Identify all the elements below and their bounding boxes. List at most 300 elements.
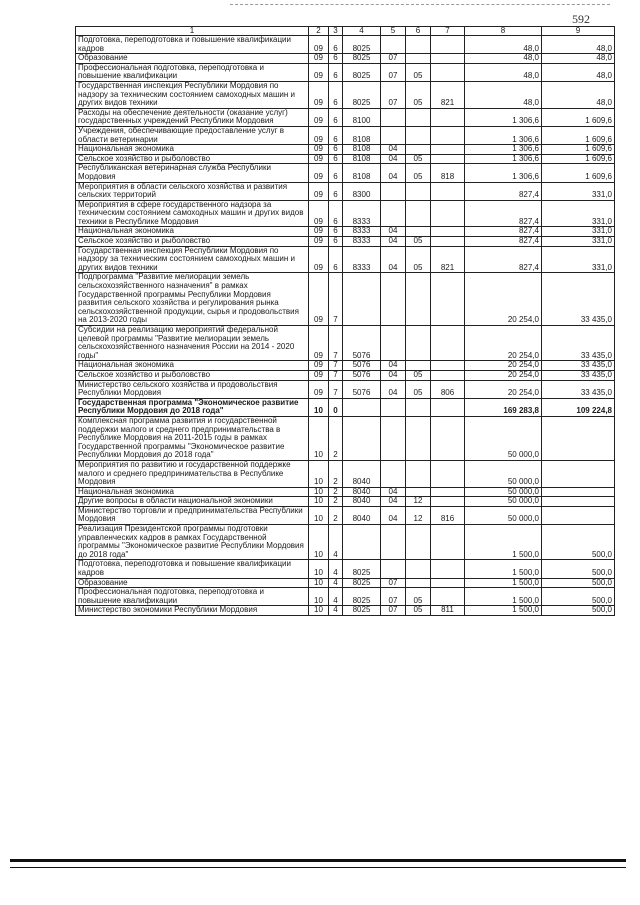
budget-table (75, 26, 615, 616)
table-body (76, 36, 615, 616)
cell-col-6 (406, 126, 431, 144)
cell-col-2: 09 (309, 273, 329, 326)
cell-col-5: 04 (381, 227, 406, 237)
cell-col-8: 1 306,6 (465, 154, 542, 164)
cell-col-8: 20 254,0 (465, 326, 542, 361)
cell-col-6 (406, 200, 431, 227)
cell-col-6 (406, 416, 431, 460)
cell-name: Реализация Президентской программы подготовки управленческих кадров в рамках Государственной программы "Экономическое развитие Республики Мордовия до 2018 года" (76, 525, 309, 560)
header-col-1: 1 (76, 27, 309, 36)
cell-col-7 (431, 154, 465, 164)
cell-col-3: 6 (329, 154, 343, 164)
header-col-2: 2 (309, 27, 329, 36)
cell-col-7: 806 (431, 380, 465, 398)
cell-name: Комплексная программа развития и государственной поддержки малого и среднего предпринимательства в Республике Мордовия на 2011-2015 годы в рамках Государственной программы "Экономическое развитие Республики Мордовия до 2018 года" (76, 416, 309, 460)
cell-col-2: 10 (309, 416, 329, 460)
cell-col-8: 50 000,0 (465, 506, 542, 524)
cell-col-4: 5076 (343, 326, 381, 361)
header-col-4: 4 (343, 27, 381, 36)
cell-col-6 (406, 361, 431, 371)
table-row (76, 145, 615, 155)
cell-col-2: 09 (309, 361, 329, 371)
cell-col-5 (381, 200, 406, 227)
cell-col-5: 04 (381, 361, 406, 371)
cell-col-3: 2 (329, 506, 343, 524)
cell-col-7 (431, 273, 465, 326)
cell-col-5: 07 (381, 81, 406, 108)
cell-col-2: 10 (309, 506, 329, 524)
cell-col-2: 09 (309, 164, 329, 182)
cell-col-2: 09 (309, 370, 329, 380)
cell-name: Мероприятия по развитию и государственной поддержке малого и среднего предпринимательства в Республике Мордовия (76, 460, 309, 487)
cell-col-2: 09 (309, 182, 329, 200)
cell-col-4 (343, 416, 381, 460)
cell-col-9: 331,0 (542, 246, 615, 273)
cell-col-3: 6 (329, 200, 343, 227)
cell-col-4: 8333 (343, 246, 381, 273)
cell-col-7: 818 (431, 164, 465, 182)
cell-col-7 (431, 108, 465, 126)
cell-col-6: 05 (406, 63, 431, 81)
cell-col-3: 6 (329, 108, 343, 126)
table-row (76, 154, 615, 164)
cell-col-7: 816 (431, 506, 465, 524)
cell-col-4: 8025 (343, 54, 381, 64)
cell-col-6: 12 (406, 506, 431, 524)
cell-col-5 (381, 273, 406, 326)
cell-col-5 (381, 460, 406, 487)
cell-col-7: 811 (431, 606, 465, 616)
cell-col-8: 1 500,0 (465, 560, 542, 578)
top-border-mark (230, 4, 610, 5)
cell-col-9 (542, 460, 615, 487)
cell-col-3: 6 (329, 36, 343, 54)
cell-col-7 (431, 126, 465, 144)
cell-col-5: 07 (381, 588, 406, 606)
cell-col-8: 1 500,0 (465, 525, 542, 560)
cell-col-8: 827,4 (465, 200, 542, 227)
cell-col-2: 09 (309, 108, 329, 126)
cell-col-3: 7 (329, 326, 343, 361)
cell-name: Министерство торговли и предпринимательства Республики Мордовия (76, 506, 309, 524)
cell-col-7 (431, 36, 465, 54)
cell-col-2: 10 (309, 560, 329, 578)
cell-col-3: 6 (329, 227, 343, 237)
cell-col-4: 8040 (343, 460, 381, 487)
cell-col-5 (381, 108, 406, 126)
cell-col-2: 09 (309, 200, 329, 227)
cell-col-2: 10 (309, 606, 329, 616)
cell-col-8: 1 306,6 (465, 126, 542, 144)
cell-col-9: 33 435,0 (542, 273, 615, 326)
footer-rule-thick (10, 859, 626, 862)
cell-col-2: 10 (309, 497, 329, 507)
cell-col-3: 7 (329, 370, 343, 380)
table-row (76, 182, 615, 200)
cell-col-8: 20 254,0 (465, 380, 542, 398)
header-col-9: 9 (542, 27, 615, 36)
cell-col-8: 48,0 (465, 36, 542, 54)
cell-col-5: 04 (381, 497, 406, 507)
cell-col-8: 1 500,0 (465, 588, 542, 606)
cell-col-4: 8333 (343, 227, 381, 237)
cell-col-9: 331,0 (542, 182, 615, 200)
cell-col-8: 20 254,0 (465, 273, 542, 326)
cell-name: Национальная экономика (76, 487, 309, 497)
cell-col-5: 07 (381, 606, 406, 616)
cell-col-3: 4 (329, 606, 343, 616)
cell-name: Другие вопросы в области национальной экономики (76, 497, 309, 507)
cell-col-8: 50 000,0 (465, 497, 542, 507)
cell-col-6 (406, 54, 431, 64)
cell-col-8: 1 500,0 (465, 578, 542, 588)
cell-col-8: 1 306,6 (465, 164, 542, 182)
cell-col-7 (431, 416, 465, 460)
cell-col-9: 1 609,6 (542, 145, 615, 155)
cell-name: Государственная инспекция Республики Мордовия по надзору за техническим состоянием самоходных машин и других видов техники (76, 81, 309, 108)
cell-name: Подготовка, переподготовка и повышение квалификации кадров (76, 36, 309, 54)
cell-col-3: 4 (329, 588, 343, 606)
cell-name: Сельское хозяйство и рыболовство (76, 154, 309, 164)
cell-col-8: 169 283,8 (465, 398, 542, 416)
cell-col-5 (381, 560, 406, 578)
cell-col-4: 8100 (343, 108, 381, 126)
cell-col-8: 1 306,6 (465, 108, 542, 126)
cell-name: Государственная программа "Экономическое развитие Республики Мордовия до 2018 года" (76, 398, 309, 416)
cell-col-9: 1 609,6 (542, 164, 615, 182)
cell-name: Государственная инспекция Республики Мордовия по надзору за техническим состоянием самоходных машин и других видов техники (76, 246, 309, 273)
cell-name: Национальная экономика (76, 227, 309, 237)
cell-col-5: 07 (381, 54, 406, 64)
cell-col-2: 10 (309, 578, 329, 588)
cell-col-6 (406, 326, 431, 361)
cell-col-9: 500,0 (542, 560, 615, 578)
cell-name: Профессиональная подготовка, переподготовка и повышение квалификации (76, 588, 309, 606)
table-row (76, 246, 615, 273)
cell-col-2: 10 (309, 487, 329, 497)
cell-col-2: 09 (309, 237, 329, 247)
cell-col-7 (431, 560, 465, 578)
cell-col-3: 6 (329, 145, 343, 155)
cell-col-8: 827,4 (465, 182, 542, 200)
cell-col-5: 04 (381, 380, 406, 398)
cell-name: Образование (76, 578, 309, 588)
cell-col-5: 04 (381, 487, 406, 497)
table-row (76, 506, 615, 524)
cell-col-4: 8040 (343, 497, 381, 507)
cell-col-9: 33 435,0 (542, 326, 615, 361)
cell-name: Сельское хозяйство и рыболовство (76, 370, 309, 380)
cell-col-2: 09 (309, 380, 329, 398)
cell-col-9: 1 609,6 (542, 126, 615, 144)
cell-col-6 (406, 182, 431, 200)
page-number: 592 (572, 12, 590, 26)
cell-col-7 (431, 588, 465, 606)
header-col-5: 5 (381, 27, 406, 36)
cell-name: Министерство экономики Республики Мордовия (76, 606, 309, 616)
cell-col-6 (406, 36, 431, 54)
cell-col-3: 6 (329, 63, 343, 81)
cell-col-9: 48,0 (542, 63, 615, 81)
cell-col-7 (431, 361, 465, 371)
cell-col-6 (406, 525, 431, 560)
cell-name: Подпрограмма "Развитие мелиорации земель сельскохозяйственного назначения" в рамках Государственной программы Республики Мордовия развития сельского хозяйства и регулирования рынка сельскохозяйственной продукции, сырья и продовольствия на 2013-2020 годы (76, 273, 309, 326)
cell-col-2: 09 (309, 246, 329, 273)
cell-name: Мероприятия в области сельского хозяйства и развития сельских территорий (76, 182, 309, 200)
cell-col-9: 500,0 (542, 606, 615, 616)
cell-col-6 (406, 145, 431, 155)
cell-col-6: 05 (406, 588, 431, 606)
cell-name: Подготовка, переподготовка и повышение квалификации кадров (76, 560, 309, 578)
cell-col-8: 827,4 (465, 227, 542, 237)
cell-col-5 (381, 36, 406, 54)
cell-col-9: 33 435,0 (542, 380, 615, 398)
cell-col-5: 04 (381, 154, 406, 164)
table-row (76, 326, 615, 361)
table-row (76, 460, 615, 487)
cell-col-6: 05 (406, 370, 431, 380)
cell-col-7 (431, 182, 465, 200)
cell-col-7 (431, 63, 465, 81)
table-row (76, 200, 615, 227)
cell-col-6: 05 (406, 246, 431, 273)
cell-col-5 (381, 525, 406, 560)
cell-col-5: 04 (381, 164, 406, 182)
cell-col-6 (406, 460, 431, 487)
cell-col-5 (381, 398, 406, 416)
cell-col-9: 500,0 (542, 578, 615, 588)
cell-col-3: 7 (329, 273, 343, 326)
cell-col-3: 2 (329, 460, 343, 487)
cell-col-7: 821 (431, 246, 465, 273)
cell-col-4: 8025 (343, 588, 381, 606)
cell-col-4 (343, 273, 381, 326)
cell-col-3: 6 (329, 81, 343, 108)
table-row (76, 525, 615, 560)
cell-col-8: 48,0 (465, 81, 542, 108)
cell-col-3: 0 (329, 398, 343, 416)
cell-col-7 (431, 398, 465, 416)
cell-col-8: 1 500,0 (465, 606, 542, 616)
table-row (76, 606, 615, 616)
cell-col-7 (431, 200, 465, 227)
cell-col-4: 8333 (343, 200, 381, 227)
cell-col-3: 7 (329, 380, 343, 398)
table-row (76, 578, 615, 588)
cell-col-7 (431, 370, 465, 380)
cell-col-6: 05 (406, 237, 431, 247)
cell-col-2: 09 (309, 126, 329, 144)
cell-name: Мероприятия в сфере государственного надзора за техническим состоянием самоходных машин и других видов техники в Республике Мордовия (76, 200, 309, 227)
cell-name: Национальная экономика (76, 145, 309, 155)
table-row (76, 108, 615, 126)
cell-col-3: 6 (329, 126, 343, 144)
cell-col-7 (431, 227, 465, 237)
cell-col-6: 05 (406, 81, 431, 108)
cell-col-8: 48,0 (465, 63, 542, 81)
cell-col-5: 04 (381, 145, 406, 155)
cell-col-6: 05 (406, 606, 431, 616)
table-row (76, 126, 615, 144)
table-row (76, 398, 615, 416)
cell-col-9: 500,0 (542, 525, 615, 560)
cell-col-9: 331,0 (542, 227, 615, 237)
cell-col-7 (431, 525, 465, 560)
cell-col-9: 331,0 (542, 237, 615, 247)
cell-col-3: 6 (329, 246, 343, 273)
cell-col-8: 48,0 (465, 54, 542, 64)
cell-name: Образование (76, 54, 309, 64)
cell-col-4 (343, 398, 381, 416)
table-row (76, 227, 615, 237)
table-row (76, 81, 615, 108)
cell-col-3: 2 (329, 416, 343, 460)
cell-col-9: 48,0 (542, 81, 615, 108)
cell-col-5 (381, 182, 406, 200)
cell-col-2: 09 (309, 227, 329, 237)
table-row (76, 54, 615, 64)
cell-col-9: 33 435,0 (542, 361, 615, 371)
cell-col-5: 04 (381, 246, 406, 273)
cell-col-7 (431, 326, 465, 361)
cell-col-3: 2 (329, 487, 343, 497)
cell-col-9 (542, 506, 615, 524)
cell-col-2: 09 (309, 63, 329, 81)
cell-col-9: 33 435,0 (542, 370, 615, 380)
cell-col-4: 8108 (343, 126, 381, 144)
cell-name: Расходы на обеспечение деятельности (оказание услуг) государственных учреждений Республики Мордовия (76, 108, 309, 126)
cell-col-7: 821 (431, 81, 465, 108)
cell-col-4: 8025 (343, 36, 381, 54)
cell-col-8: 50 000,0 (465, 460, 542, 487)
cell-col-7 (431, 497, 465, 507)
cell-col-3: 6 (329, 164, 343, 182)
cell-col-4: 8108 (343, 145, 381, 155)
cell-name: Республиканская ветеринарная служба Республики Мордовия (76, 164, 309, 182)
cell-col-2: 09 (309, 54, 329, 64)
cell-col-4: 5076 (343, 380, 381, 398)
cell-col-5: 04 (381, 370, 406, 380)
cell-col-8: 1 306,6 (465, 145, 542, 155)
footer-rule-thin (10, 867, 626, 868)
cell-col-6 (406, 560, 431, 578)
cell-col-7 (431, 237, 465, 247)
cell-name: Учреждения, обеспечивающие предоставление услуг в области ветеринарии (76, 126, 309, 144)
table-row (76, 487, 615, 497)
cell-name: Министерство сельского хозяйства и продовольствия Республики Мордовия (76, 380, 309, 398)
cell-col-3: 6 (329, 237, 343, 247)
cell-col-7 (431, 145, 465, 155)
cell-col-2: 09 (309, 36, 329, 54)
table-row (76, 63, 615, 81)
cell-col-4: 8333 (343, 237, 381, 247)
cell-col-3: 4 (329, 560, 343, 578)
cell-col-4: 8108 (343, 154, 381, 164)
table-row (76, 560, 615, 578)
cell-col-5 (381, 416, 406, 460)
cell-col-3: 7 (329, 361, 343, 371)
cell-col-9: 48,0 (542, 54, 615, 64)
cell-col-7 (431, 460, 465, 487)
cell-col-8: 50 000,0 (465, 487, 542, 497)
cell-col-4: 8025 (343, 578, 381, 588)
cell-col-6 (406, 108, 431, 126)
cell-col-9 (542, 487, 615, 497)
cell-col-4: 8025 (343, 560, 381, 578)
cell-col-7 (431, 54, 465, 64)
table-row (76, 237, 615, 247)
cell-col-9: 48,0 (542, 36, 615, 54)
cell-col-7 (431, 487, 465, 497)
cell-col-4: 8040 (343, 487, 381, 497)
cell-col-5: 07 (381, 63, 406, 81)
cell-col-2: 09 (309, 326, 329, 361)
cell-col-9: 1 609,6 (542, 154, 615, 164)
cell-col-8: 50 000,0 (465, 416, 542, 460)
cell-col-4: 8025 (343, 63, 381, 81)
header-col-8: 8 (465, 27, 542, 36)
cell-col-4: 8025 (343, 81, 381, 108)
cell-name: Сельское хозяйство и рыболовство (76, 237, 309, 247)
cell-col-9: 500,0 (542, 588, 615, 606)
cell-col-9: 109 224,8 (542, 398, 615, 416)
cell-col-2: 09 (309, 154, 329, 164)
table-row (76, 497, 615, 507)
table-row (76, 273, 615, 326)
cell-col-3: 4 (329, 578, 343, 588)
cell-col-3: 6 (329, 182, 343, 200)
cell-col-8: 20 254,0 (465, 361, 542, 371)
cell-col-5: 04 (381, 237, 406, 247)
cell-col-3: 2 (329, 497, 343, 507)
cell-col-2: 10 (309, 525, 329, 560)
cell-col-9 (542, 416, 615, 460)
cell-col-6 (406, 227, 431, 237)
cell-col-4: 5076 (343, 361, 381, 371)
table-row (76, 361, 615, 371)
cell-col-3: 6 (329, 54, 343, 64)
cell-col-4: 8040 (343, 506, 381, 524)
cell-col-6 (406, 273, 431, 326)
cell-col-5 (381, 326, 406, 361)
header-col-6: 6 (406, 27, 431, 36)
cell-col-9: 1 609,6 (542, 108, 615, 126)
cell-col-6 (406, 487, 431, 497)
cell-col-7 (431, 578, 465, 588)
cell-col-5: 04 (381, 506, 406, 524)
cell-col-4: 8108 (343, 164, 381, 182)
cell-col-2: 09 (309, 81, 329, 108)
cell-col-8: 827,4 (465, 237, 542, 247)
cell-col-5: 07 (381, 578, 406, 588)
table-row (76, 36, 615, 54)
header-col-7: 7 (431, 27, 465, 36)
header-col-3: 3 (329, 27, 343, 36)
cell-name: Субсидии на реализацию мероприятий федеральной целевой программы "Развитие мелиорации земель сельскохозяйственного назначения России на 2014 - 2020 годы" (76, 326, 309, 361)
table-row (76, 370, 615, 380)
cell-col-2: 10 (309, 398, 329, 416)
table-row (76, 164, 615, 182)
cell-col-4 (343, 525, 381, 560)
cell-col-2: 10 (309, 588, 329, 606)
table-row (76, 416, 615, 460)
cell-col-8: 20 254,0 (465, 370, 542, 380)
cell-col-2: 10 (309, 460, 329, 487)
cell-col-6: 12 (406, 497, 431, 507)
cell-col-9 (542, 497, 615, 507)
cell-col-9: 331,0 (542, 200, 615, 227)
cell-col-2: 09 (309, 145, 329, 155)
